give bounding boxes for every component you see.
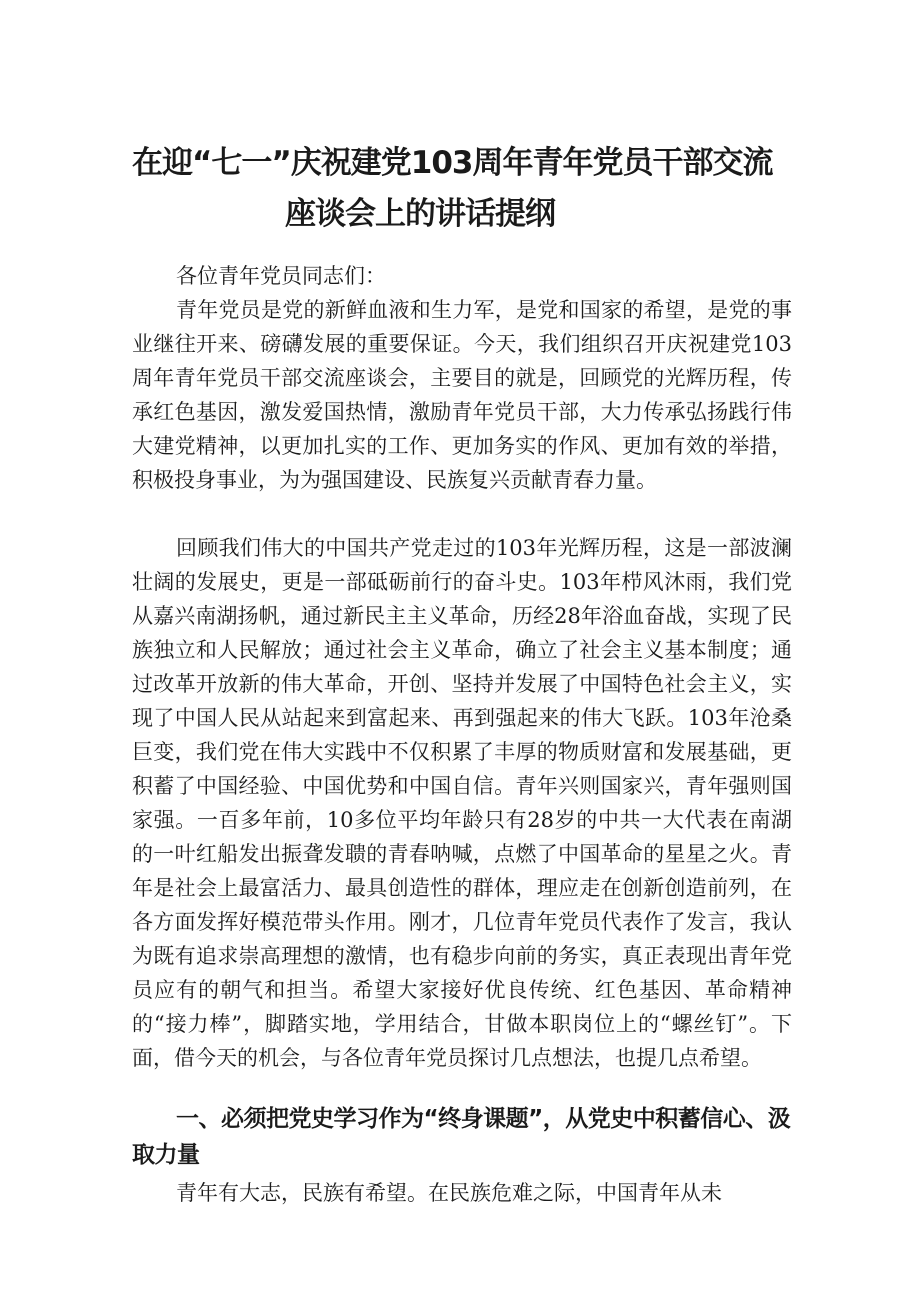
salutation: 各位青年党员同志们： [176, 264, 386, 288]
document-title-line-2: 座谈会上的讲话提纲 [285, 196, 555, 232]
body-paragraph: 青年有大志，民族有希望。在民族危难之际，中国青年从未 [176, 1181, 722, 1205]
section-heading: 一、必须把党史学习作为“终身课题”，从党史中积蓄信心、汲取力量 [132, 1106, 791, 1168]
body-paragraph: 回顾我们伟大的中国共产党走过的103年光辉历程，这是一部波澜壮阔的发展史，更是一部砥砺前行的奋斗史。103年栉风沐雨，我们党从嘉兴南湖扬帆，通过新民主主义革命，历经28年浴血奋战，实现了民族独立和人民解放；通过社会主义革命，确立了社会主义基本制度；通过改革开放新的伟大革命，开创、坚持并发展了中国特色社会主义，实现了中国人民从站起来到富起来、再到强起来的伟大飞跃。103年沧桑巨变，我们党在伟大实践中不仅积累了丰厚的物质财富和发展基础，更积蓄了中国经验、中国优势和中国自信。青年兴则国家兴，青年强则国家强。一百多年前，10多位平均年龄只有28岁的中共一大代表在南湖的一叶红船发出振聋发聩的青春呐喊，点燃了中国革命的星星之火。青年是社会上最富活力、最具创造性的群体，理应走在创新创造前列，在各方面发挥好模范带头作用。刚才，几位青年党员代表作了发言，我认为既有追求崇高理想的激情，也有稳步向前的务实，真正表现出青年党员应有的朝气和担当。希望大家接好优良传统、红色基因、革命精神的“接力棒”，脚踏实地，学用结合，甘做本职岗位上的“螺丝钉”。下面，借今天的机会，与各位青年党员探讨几点想法，也提几点希望。 [132, 536, 792, 1070]
document-title-line-1: 在迎“七一”庆祝建党103周年青年党员干部交流 [132, 145, 773, 181]
body-paragraph: 青年党员是党的新鲜血液和生力军，是党和国家的希望，是党的事业继往开来、磅礴发展的重要保证。今天，我们组织召开庆祝建党103周年青年党员干部交流座谈会，主要目的就是，回顾党的光辉历程，传承红色基因，激发爱国热情，激励青年党员干部，大力传承弘扬践行伟大建党精神，以更加扎实的工作、更加务实的作风、更加有效的举措，积极投身事业，为为强国建设、民族复兴贡献青春力量。 [132, 298, 792, 492]
